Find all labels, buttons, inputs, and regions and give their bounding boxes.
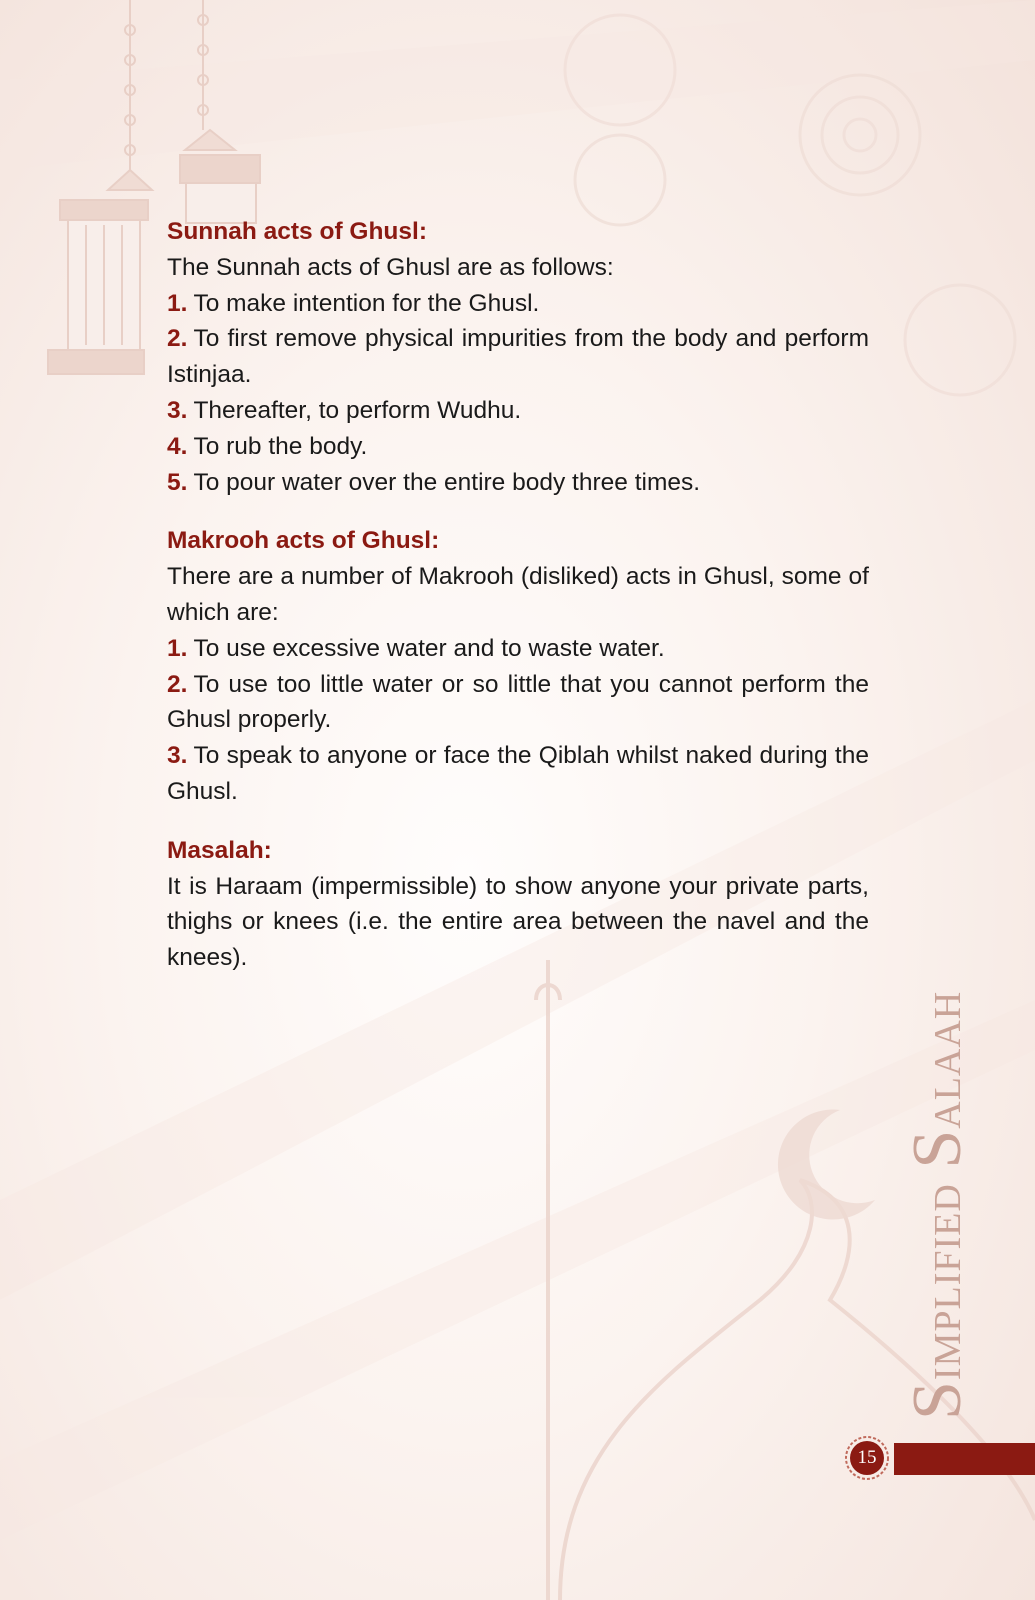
list-number: 3.: [167, 742, 188, 770]
list-item: [167, 631, 869, 667]
list-number: 2.: [167, 670, 188, 698]
list-number: 3.: [167, 396, 188, 424]
list-number: 4.: [167, 432, 188, 460]
page-content: [167, 214, 869, 976]
list-text: To pour water over the entire body three times.: [193, 468, 701, 496]
list-text: To first remove physical impurities from the body and perform Istinjaa.: [167, 325, 869, 389]
list-number: 1.: [167, 289, 188, 317]
section-makrooh: [167, 523, 869, 809]
list-item: [167, 667, 869, 739]
list-item: [167, 286, 869, 322]
section-sunnah: [167, 214, 869, 500]
list-number: 2.: [167, 325, 188, 353]
list-item: [167, 429, 869, 465]
list-text: To use excessive water and to waste water.: [193, 634, 665, 662]
list-item: [167, 321, 869, 393]
list-number: 5.: [167, 468, 188, 496]
section-heading: Sunnah acts of Ghusl:: [167, 218, 427, 245]
section-heading: Makrooh acts of Ghusl:: [167, 527, 440, 555]
lantern-icon: [48, 0, 152, 374]
page-number-bar: [894, 1443, 1035, 1475]
section-intro: There are a number of Makrooh (disliked) acts in Ghusl, some of which are:: [167, 563, 869, 626]
page-number: 15: [857, 1447, 877, 1468]
section-heading: Masalah:: [167, 836, 272, 864]
list-text: To use too little water or so little that you cannot perform the Ghusl properly.: [167, 670, 869, 734]
list-number: 1.: [167, 634, 188, 662]
list-text: To speak to anyone or face the Qiblah whilst naked during the Ghusl.: [167, 742, 869, 805]
list-text: To make intention for the Ghusl.: [193, 289, 540, 317]
section-body: It is Haraam (impermissible) to show anyone your private parts, thighs or knees (i.e. the entire area between the navel and the knees).: [167, 872, 869, 972]
section-masalah: [167, 833, 869, 976]
list-text: To rub the body.: [193, 432, 368, 460]
section-intro: The Sunnah acts of Ghusl are as follows:: [167, 253, 614, 281]
list-text: Thereafter, to perform Wudhu.: [193, 396, 522, 424]
list-item: [167, 393, 869, 429]
side-book-title: Simplified Salaah: [899, 990, 976, 1420]
list-item: [167, 738, 869, 810]
list-item: [167, 465, 869, 501]
